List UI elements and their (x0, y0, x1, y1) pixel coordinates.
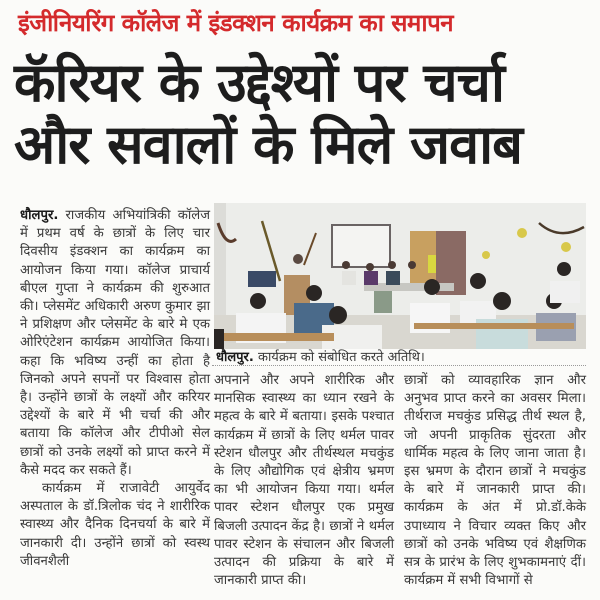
caption-place: धौलपुर. (216, 350, 254, 365)
main-headline (14, 52, 594, 176)
article-column-3 (404, 372, 586, 590)
article-column-2 (214, 372, 394, 590)
photo-caption (216, 350, 586, 366)
caption-text: कार्यक्रम को संबोधित करते अतिथि। (253, 350, 425, 365)
caption-divider (212, 365, 586, 366)
dateline: धौलपुर. (20, 208, 59, 223)
news-photo (214, 203, 586, 349)
article-paragraph: अपनाने और अपने शारीरिक और मानसिक स्वास्थ्य का ध्यान रखने के महत्व के बारे में बताया। इसके पश्चात कार्यक्रम में छात्रों के लिए थर्मल पावर स्टेशन धौलपुर और तीर्थस्थल मचकुंड के लिए औद्योगिक एवं क्षेत्रीय भ्रमण का भी आयोजन किया गया। थर्मल पावर स्टेशन धौलपुर एक प्रमुख बिजली उत्पादन केंद्र है। छात्रों ने थर्मल पावर स्टेशन के संचालन और बिजली उत्पादन की प्रक्रिया के बारे में जानकारी प्राप्त की। (214, 373, 394, 589)
headline-line-2: और सवालों के मिले जवाब (14, 113, 522, 176)
article-column-1 (20, 207, 210, 571)
kicker-headline: इंजीनियरिंग कॉलेज में इंडक्शन कार्यक्रम का समापन (18, 9, 454, 37)
article-paragraph: छात्रों को व्यावहारिक ज्ञान और अनुभव प्राप्त करने का अवसर मिला। तीर्थराज मचकुंड प्रसिद्ध तीर्थ स्थल है, जो अपनी प्राकृतिक सुंदरता और धार्मिक महत्व के लिए जाना जाता है। इस भ्रमण के दौरान छात्रों ने मचकुंड के बारे में जानकारी प्राप्त की। कार्यक्रम के अंत में प्रो.डॉ.केके उपाध्याय ने विचार व्यक्त किए और छात्रों को उनके भविष्य एवं शैक्षणिक सत्र के प्रारंभ के लिए शुभकामनाएं दीं। कार्यक्रम में सभी विभागों से (404, 373, 586, 589)
headline-line-1: कॅरियर के उद्देश्यों पर चर्चा (14, 51, 504, 114)
paragraph-text: राजकीय अभियांत्रिकी कॉलेज में प्रथम वर्ष के छात्रों के लिए चार दिवसीय इंडक्शन का कार्यक्रम का आयोजन किया गया। कॉलेज प्राचार्य बीएल गुप्ता ने कार्यक्रम की शुरुआत की। प्लेसमेंट अधिकारी अरुण कुमार झा ने प्रशिक्षण और प्लेसमेंट के बारे मे एक ओरिएंटेशन कार्यक्रम आयोजित किया। कहा कि भविष्य उन्हीं का होता है जिनको अपने सपनों पर विश्वास होता है। उन्होंने छात्रों के लक्ष्यों और करियर उद्देश्यों के बारे में भी चर्चा की और बताया कि कॉलेज और टीपीओ सेल छात्रों को उनके लक्ष्यों को प्राप्त करने में कैसे मदद कर सकते हैं। (20, 208, 210, 478)
article-paragraph: कार्यक्रम में राजावेटी आयुर्वेद अस्पताल के डॉ.त्रिलोक चंद ने शारीरिक स्वास्थ्य और दैनिक दिनचर्या के बारे में जानकारी दी। उन्होंने छात्रों को स्वस्थ जीवनशैली (20, 481, 210, 569)
classroom-photo-illustration (214, 203, 586, 349)
article-paragraph (20, 207, 210, 480)
